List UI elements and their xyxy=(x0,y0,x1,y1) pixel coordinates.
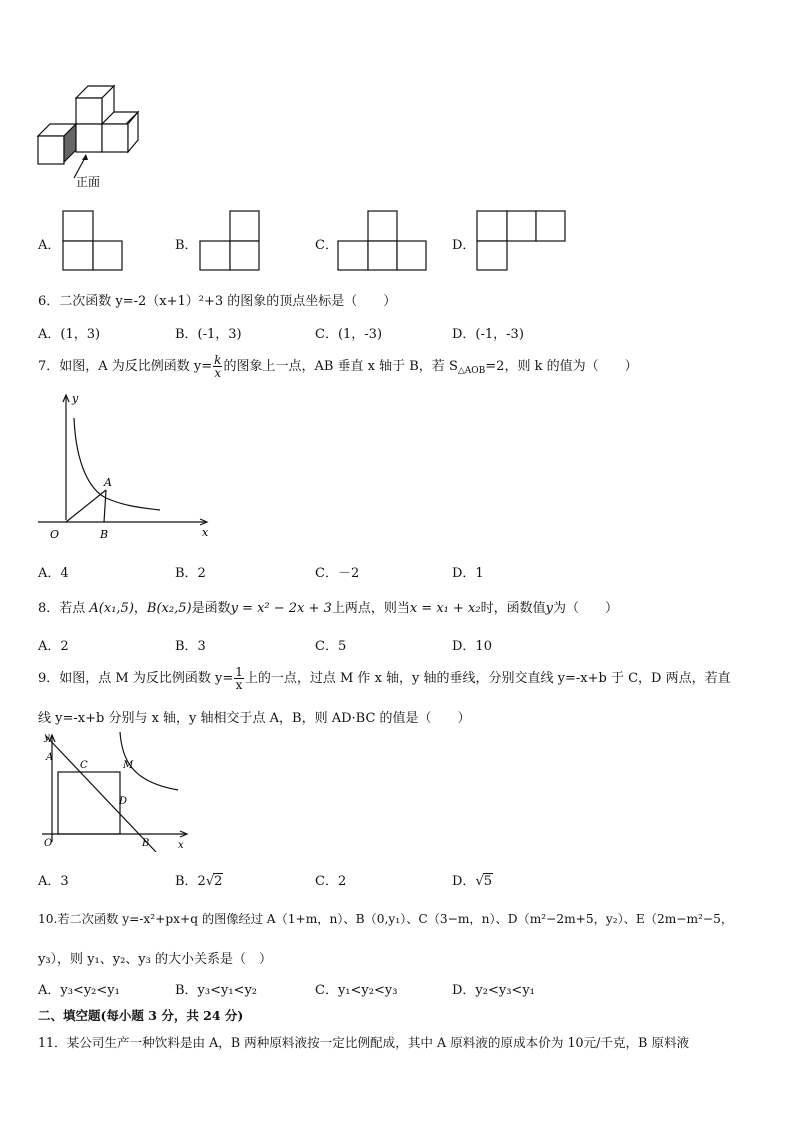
q7-a-label: A xyxy=(104,476,112,489)
q5-option-b-shape[interactable] xyxy=(199,210,261,272)
q9-m-label: M xyxy=(123,760,134,771)
q8-function: y = x² − 2x + 3 xyxy=(230,601,332,616)
q7-frac-num: k xyxy=(214,353,222,367)
q10-option-c[interactable]: C．y₁<y₂<y₃ xyxy=(315,983,398,998)
q7-b-label: B xyxy=(100,528,109,541)
q9-option-a[interactable]: A．3 xyxy=(38,874,69,889)
q9-frac-den: x xyxy=(235,678,243,692)
q9-option-c[interactable]: C．2 xyxy=(315,874,347,889)
q6-stem: 6．二次函数 y=-2（x+1）²+3 的图象的顶点坐标是（ ） xyxy=(38,294,397,309)
q7-fraction xyxy=(213,354,222,379)
q9-a-label: A xyxy=(46,752,54,763)
q7-graph xyxy=(34,390,214,545)
q10-option-a[interactable]: A．y₃<y₂<y₁ xyxy=(38,983,120,998)
q9-y-label: y xyxy=(44,732,50,743)
q5-option-b-label[interactable]: B． xyxy=(175,238,198,253)
q9-b-label: B xyxy=(142,838,150,849)
q7-suffix: =2，则 k 的值为（ ） xyxy=(485,359,638,374)
q8-t11: 为（ ） xyxy=(552,601,618,616)
q10-stem-line1: 10.若二次函数 y=-x²+px+q 的图像经过 A（1+m，n）、B（0,y₁）、C（3−m，n）、D（m²−2m+5，y₂）、E（2m−m²−5， xyxy=(38,912,734,926)
q5-option-c-shape[interactable] xyxy=(337,210,429,272)
cube-stack-figure xyxy=(36,84,146,194)
section-2-title: 二、填空题(每小题 3 分，共 24 分) xyxy=(38,1008,244,1023)
q5-option-d-shape[interactable] xyxy=(476,210,568,272)
q9-option-b[interactable]: B．2√2 xyxy=(175,874,223,889)
q8-option-d[interactable]: D．10 xyxy=(452,639,492,654)
q8-option-b[interactable]: B．3 xyxy=(175,639,206,654)
q8-t9: 时，函数值 xyxy=(480,601,546,616)
q8-stem xyxy=(38,597,618,616)
q7-option-c[interactable]: C．－2 xyxy=(315,566,360,581)
q9-c-label: C xyxy=(80,760,88,771)
q9-o-label: O xyxy=(44,838,53,849)
q8-t3: ， xyxy=(133,601,147,616)
q8-option-a[interactable]: A．2 xyxy=(38,639,69,654)
q7-middle: 的图象上一点，AB 垂直 x 轴于 B，若 S xyxy=(223,359,458,374)
q5-option-a-shape[interactable] xyxy=(62,210,124,272)
q7-option-a[interactable]: A．4 xyxy=(38,566,69,581)
q7-y-label: y xyxy=(72,392,79,405)
q9-option-d-radicand: 5 xyxy=(483,874,493,889)
q8-y-var: y xyxy=(545,601,553,616)
q5-option-a-label[interactable]: A． xyxy=(38,238,61,253)
q6-option-d[interactable]: D．(-1，-3) xyxy=(452,327,524,342)
q5-option-c-label[interactable]: C． xyxy=(315,238,338,253)
q5-option-d-label[interactable]: D． xyxy=(452,238,476,253)
q6-option-b[interactable]: B．(-1，3) xyxy=(175,327,242,342)
q9-option-d-text: D． xyxy=(452,874,476,889)
q10-option-b[interactable]: B．y₃<y₁<y₂ xyxy=(175,983,258,998)
q8-t1: 8．若点 xyxy=(38,601,90,616)
q6-option-c[interactable]: C．(1，-3) xyxy=(315,327,383,342)
q10-stem-line2: y₃），则 y₁、y₂、y₃ 的大小关系是（ ） xyxy=(38,952,272,967)
q9-line1-rest: 上的一点，过点 M 作 x 轴，y 轴的垂线，分别交直线 y=-x+b 于 C，D 两点，若直 xyxy=(244,671,731,686)
q7-option-b[interactable]: B．2 xyxy=(175,566,206,581)
q8-point-a: A(x₁,5) xyxy=(89,601,134,616)
q11-stem: 11．某公司生产一种饮料是由 A，B 两种原料液按一定比例配成，其中 A 原料液的原成本价为 10元/千克，B 原料液 xyxy=(38,1035,690,1050)
q6-option-a[interactable]: A．(1，3) xyxy=(38,327,101,342)
q8-t7: 上两点，则当 xyxy=(331,601,410,616)
front-label: 正面 xyxy=(76,175,101,189)
q9-fraction xyxy=(234,666,244,691)
q7-frac-den: x xyxy=(214,366,222,380)
q7-subscript: △AOB xyxy=(457,366,486,376)
q7-x-label: x xyxy=(202,526,209,539)
q9-stem-line2: 线 y=-x+b 分别与 x 轴，y 轴相交于点 A，B，则 AD·BC 的值是（ ） xyxy=(38,711,471,726)
q9-d-label: D xyxy=(119,796,128,807)
q7-prefix: 7．如图，A 为反比例函数 y= xyxy=(38,359,213,374)
q8-point-b: B(x₂,5) xyxy=(146,601,192,616)
q8-t5: 是函数 xyxy=(191,601,231,616)
q9-option-d[interactable]: D．√5 xyxy=(452,874,493,889)
q9-stem-line1 xyxy=(38,662,731,696)
q10-option-d[interactable]: D．y₂<y₃<y₁ xyxy=(452,983,535,998)
q8-x-expr: x = x₁ + x₂ xyxy=(409,601,481,616)
q7-o-label: O xyxy=(50,528,60,541)
q9-option-b-text: B．2 xyxy=(175,874,206,889)
q7-stem xyxy=(38,350,638,388)
q9-x-label: x xyxy=(178,840,184,851)
q9-option-b-radicand: 2 xyxy=(214,874,223,889)
q9-graph xyxy=(38,730,193,852)
q7-option-d[interactable]: D．1 xyxy=(452,566,484,581)
q9-frac-num: 1 xyxy=(235,665,243,679)
q8-option-c[interactable]: C．5 xyxy=(315,639,347,654)
q9-prefix: 9．如图，点 M 为反比例函数 y= xyxy=(38,671,234,686)
